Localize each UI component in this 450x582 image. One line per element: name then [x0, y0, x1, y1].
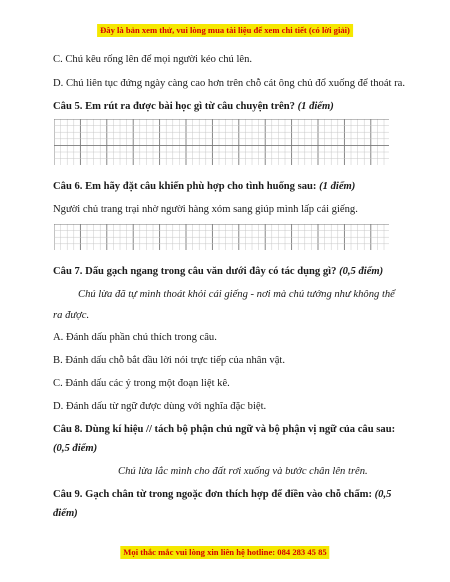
- question-7-points: (0,5 điểm): [339, 266, 384, 277]
- preview-banner: Đây là bản xem thử, vui lòng mua tài liệu để xem chi tiết (có lời giải): [97, 24, 353, 37]
- question-7-quote-end: ra được.: [53, 310, 90, 321]
- question-9-points: (0,5: [374, 489, 392, 500]
- answer-grid: [54, 224, 389, 250]
- question-5-points: (1 điểm): [297, 101, 334, 112]
- option-c: C. Đánh dấu các ý trong một đoạn liệt kê.: [53, 378, 230, 389]
- question-9: [53, 488, 403, 502]
- question-9-points-cont: điểm): [53, 508, 78, 519]
- question-6-points: (1 điểm): [319, 181, 356, 192]
- option-d: D. Đánh dấu từ ngữ được dùng với nghĩa đặc biệt.: [53, 401, 267, 412]
- option-c: C. Chú kêu rống lên để mọi người kéo chú lên.: [53, 54, 253, 65]
- option-a: A. Đánh dấu phần chú thích trong câu.: [53, 332, 217, 343]
- question-9-text: Câu 9. Gạch chân từ trong ngoặc đơn thích hợp để điền vào chỗ chấm:: [53, 489, 372, 500]
- question-6-situation: Người chủ trang trại nhờ người hàng xóm sang giúp mình lấp cái giếng.: [53, 204, 358, 215]
- question-7: [53, 265, 403, 279]
- answer-grid: [54, 119, 389, 165]
- question-8-points: (0,5 điểm): [53, 443, 98, 454]
- question-6: [53, 180, 403, 194]
- question-7-quote: Chú lừa đã tự mình thoát khỏi cái giếng - nơi mà chú tưởng như không thể: [78, 289, 395, 300]
- question-8: Câu 8. Dùng kí hiệu // tách bộ phận chủ ngữ và bộ phận vị ngữ của câu sau:: [53, 424, 396, 435]
- question-5-text: Câu 5. Em rút ra được bài học gì từ câu chuyện trên?: [53, 101, 295, 112]
- hotline-banner: Mọi thắc mắc vui lòng xin liên hệ hotline: 084 283 45 85: [120, 546, 329, 559]
- option-b: B. Đánh dấu chỗ bắt đầu lời nói trực tiếp của nhân vật.: [53, 355, 285, 366]
- question-8-sentence: Chú lừa lắc mình cho đất rơi xuống và bước chân lên trên.: [118, 466, 368, 477]
- question-5: [53, 100, 403, 114]
- question-6-text: Câu 6. Em hãy đặt câu khiến phù hợp cho tình huống sau:: [53, 181, 317, 192]
- question-7-text: Câu 7. Dấu gạch ngang trong câu văn dưới đây có tác dụng gì?: [53, 266, 337, 277]
- option-d: D. Chú liên tục đứng ngày càng cao hơn trên chỗ cát ông chủ đổ xuống để thoát ra.: [53, 78, 406, 89]
